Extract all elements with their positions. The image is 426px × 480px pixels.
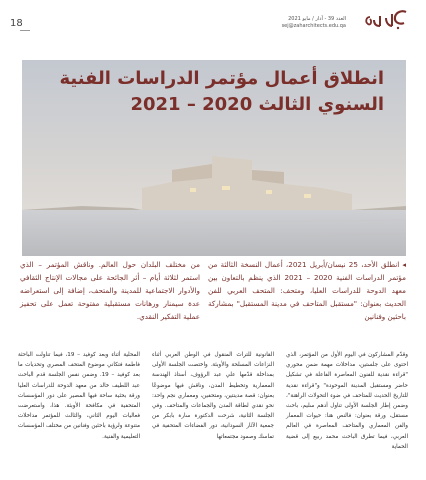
lead-right-text: انطلق الأحد، 25 نيسان/أبريل 2021، أعمال النسخة الثالثة من مؤتمر الدراسات الفنية 2020 – 2021 الذي ينظم بالتعاون بين معهد الدوحة للدراسات العليا، ومتحف: المتحف العربي للفن الحديث بعنوان: "مستقبل المتاحف في مدينة المستقبل" بمشاركة باحثين وفنانين bbox=[208, 260, 406, 321]
hero-image bbox=[22, 60, 406, 256]
title-line-1: انطلاق أعمال مؤتمر الدراسات الفنية bbox=[59, 68, 384, 89]
header-rule bbox=[20, 30, 30, 31]
body-column-1: وقدّم المشاركون في اليوم الأول من المؤتمر، الذي احتوى على جلستين، مداخلات مهمة ضمن محوري "قراءة نقدية للفنون المعاصرة الفاعلة في تشكيل حاضر ومستقبل المدينة الموحودة" و"قراءة نقدية للتاريخ الحديث للمتاحف في ضوء التحولات الراهنة"، وضمن إطار الجلسة الأولى تناول أدهم سليم، باحث مستقل، ورقة بعنوان: فالنص هنا: حيوات المعمار والفن المعماري والمتاحف المعاصرة في العالم العربي، فيما تطرق الباحث محمد ربيع إلى قضية الحماية bbox=[286, 352, 408, 450]
lead-right-column bbox=[208, 258, 406, 323]
email-line: sej@zaharchitects.edu.qa bbox=[281, 23, 346, 29]
magazine-logo-icon bbox=[362, 8, 412, 32]
issue-info bbox=[282, 16, 346, 30]
body-column-2: القانونية للتراث المنقول في الوطن العربي أثناء النزاعات المسلحة والأوبئة. واختصت الجلسة الأولى بمداخلة قدّمها علي عبد الرؤوف، أستاذ الهندسة المعمارية وتخطيط المدن، وناقش فيها موضوعًا بعنوان: قصة مدينتين، ومتحفين، ومعماري نجم واحد: نحو نقدي لطاقة المدن والجماعات والمتاحف. وفي الجلسة الثانية، شرحت الدكتورة سارة بابكر من جمعية الآثار السودانية، دور الفضاءات المتحفية في تماسك وصمود مجتمعاتها bbox=[152, 352, 274, 440]
article-body bbox=[18, 350, 408, 476]
article-title bbox=[59, 66, 384, 118]
body-column-3: المحلية أثناء وبعد كوفيد – 19، فيما تناولت الباحثة فاطمة فتكاني موضوع المتحف المصري وتحديات ما بعد كوفيد – 19. وضمن نفس الجلسة قدم الباحث عبد اللطيف خالد من معهد الدوحة للدراسات العليا ورقة بحثية ساحة فيها المصير على دور المؤسسات المتحفية في مكافحة الأوبئة. هذا، واستعرضت فعاليات اليوم الثاني، والثالث للمؤتمر مداخلات متنوعة ولرؤية باحثين وفنانين من مختلف المؤسسات التعليمية والفنية. bbox=[18, 352, 140, 440]
lead-paragraph bbox=[20, 258, 406, 358]
bullet-arrow-icon: ◂ bbox=[399, 260, 407, 269]
title-line-2: السنوي الثالث 2020 – 2021 bbox=[130, 94, 384, 115]
lead-left-column: من مختلف البلدان حول العالم. وناقش المؤتمر – الذي استمر لثلاثة أيام – أثر الجائحة على مجالات الإنتاج الثقافي والأدوار الاجتماعية للمدينة والمتحف، إضافة إلى استعراضه عدة سيمنار ورهانات مستقبلية مفتوحة تعمل على تحفيز عملية التفكير النقدي. bbox=[20, 260, 200, 321]
issue-line: العدد 39 - آذار / مايو 2021 bbox=[288, 16, 346, 22]
page-number: 18 bbox=[10, 18, 23, 29]
page-header bbox=[0, 0, 426, 34]
